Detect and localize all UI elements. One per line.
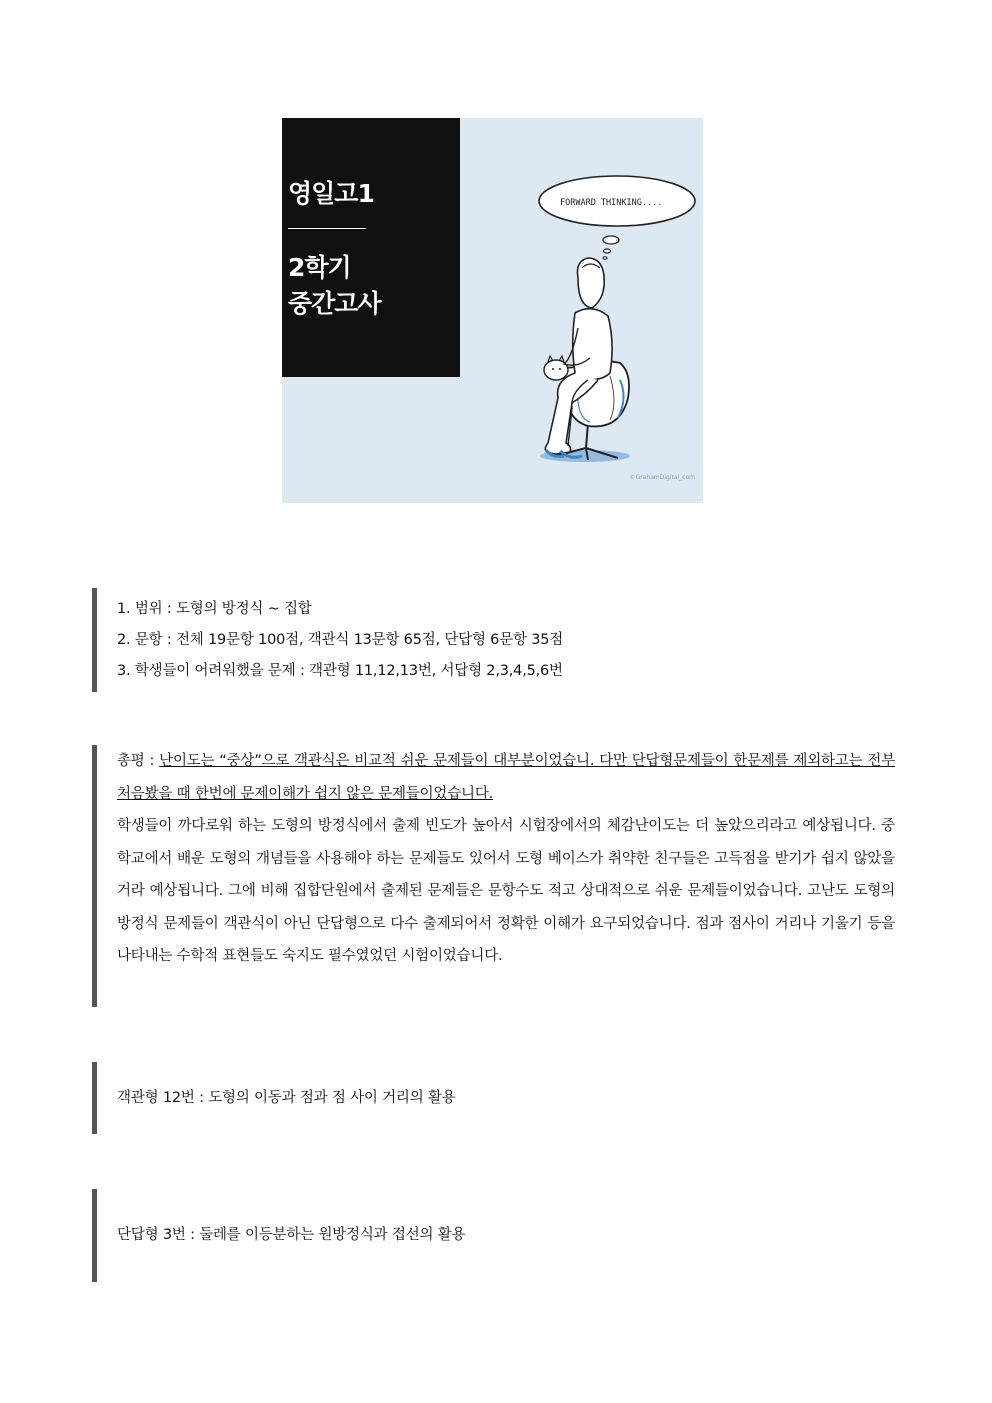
cover-image — [282, 118, 703, 503]
review-section — [92, 745, 895, 1007]
info-difficult-problems: 3. 학생들이 어려워했을 문제 : 객관형 11,12,13번, 서답형 2,3,4,5,6번 — [117, 663, 563, 679]
exam-info-section — [92, 588, 897, 692]
highlight-question-12: 객관형 12번 : 도형의 이동과 점과 점 사이 거리의 활용 — [92, 1062, 897, 1134]
image-credit: ©GrahamDigital_com — [629, 474, 695, 481]
bubble-text: FORWARD THINKING.... — [560, 198, 663, 208]
review-label: 총평 : — [117, 753, 160, 769]
thinking-person-illustration — [460, 118, 703, 503]
highlight-question-3: 단답형 3번 : 둘레를 이등분하는 원방정식과 접선의 활용 — [92, 1189, 897, 1282]
review-body: 학생들이 까다로워 하는 도형의 방정식에서 출제 빈도가 높아서 시험장에서의 체감난이도는 더 높았으리라고 예상됩니다. 중학교에서 배운 도형의 개념들을 사용해야 하는 문제들도 있어서 도형 베이스가 취약한 친구들은 고득점을 받기가 쉽지 않았을거라 예상됩니다. 그에 비해 집합단원에서 출제된 문제들은 문항수도 적고 상대적으로 쉬운 문제들이었습니다. 고난도 도형의 방정식 문제들이 객관식이 아닌 단답형으로 다수 출제되어서 정확한 이해가 요구되었습니다. 점과 점사이 거리나 기울기 등을 나타내는 수학적 표현들도 숙지도 필수였었던 시험이었습니다. — [117, 818, 895, 964]
school-title: 영일고1 — [288, 179, 374, 208]
title-divider — [288, 228, 366, 229]
info-scope: 1. 범위 : 도형의 방정식 ~ 집합 — [117, 601, 312, 617]
exam-title: 2학기 중간고사 — [288, 253, 381, 318]
title-block — [282, 118, 460, 377]
review-summary — [117, 745, 895, 810]
info-questions: 2. 문항 : 전체 19문항 100점, 객관식 13문항 65점, 단답형 6문항 35점 — [117, 632, 564, 648]
review-underlined-text: 난이도는 “중상”으로 객관식은 비교적 쉬운 문제들이 대부분이었습니. 다만 단답형문제들이 한문제를 제외하고는 전부 처음봤을 때 한번에 문제이해가 쉽지 않은 문제들이었습니다. — [117, 753, 895, 802]
